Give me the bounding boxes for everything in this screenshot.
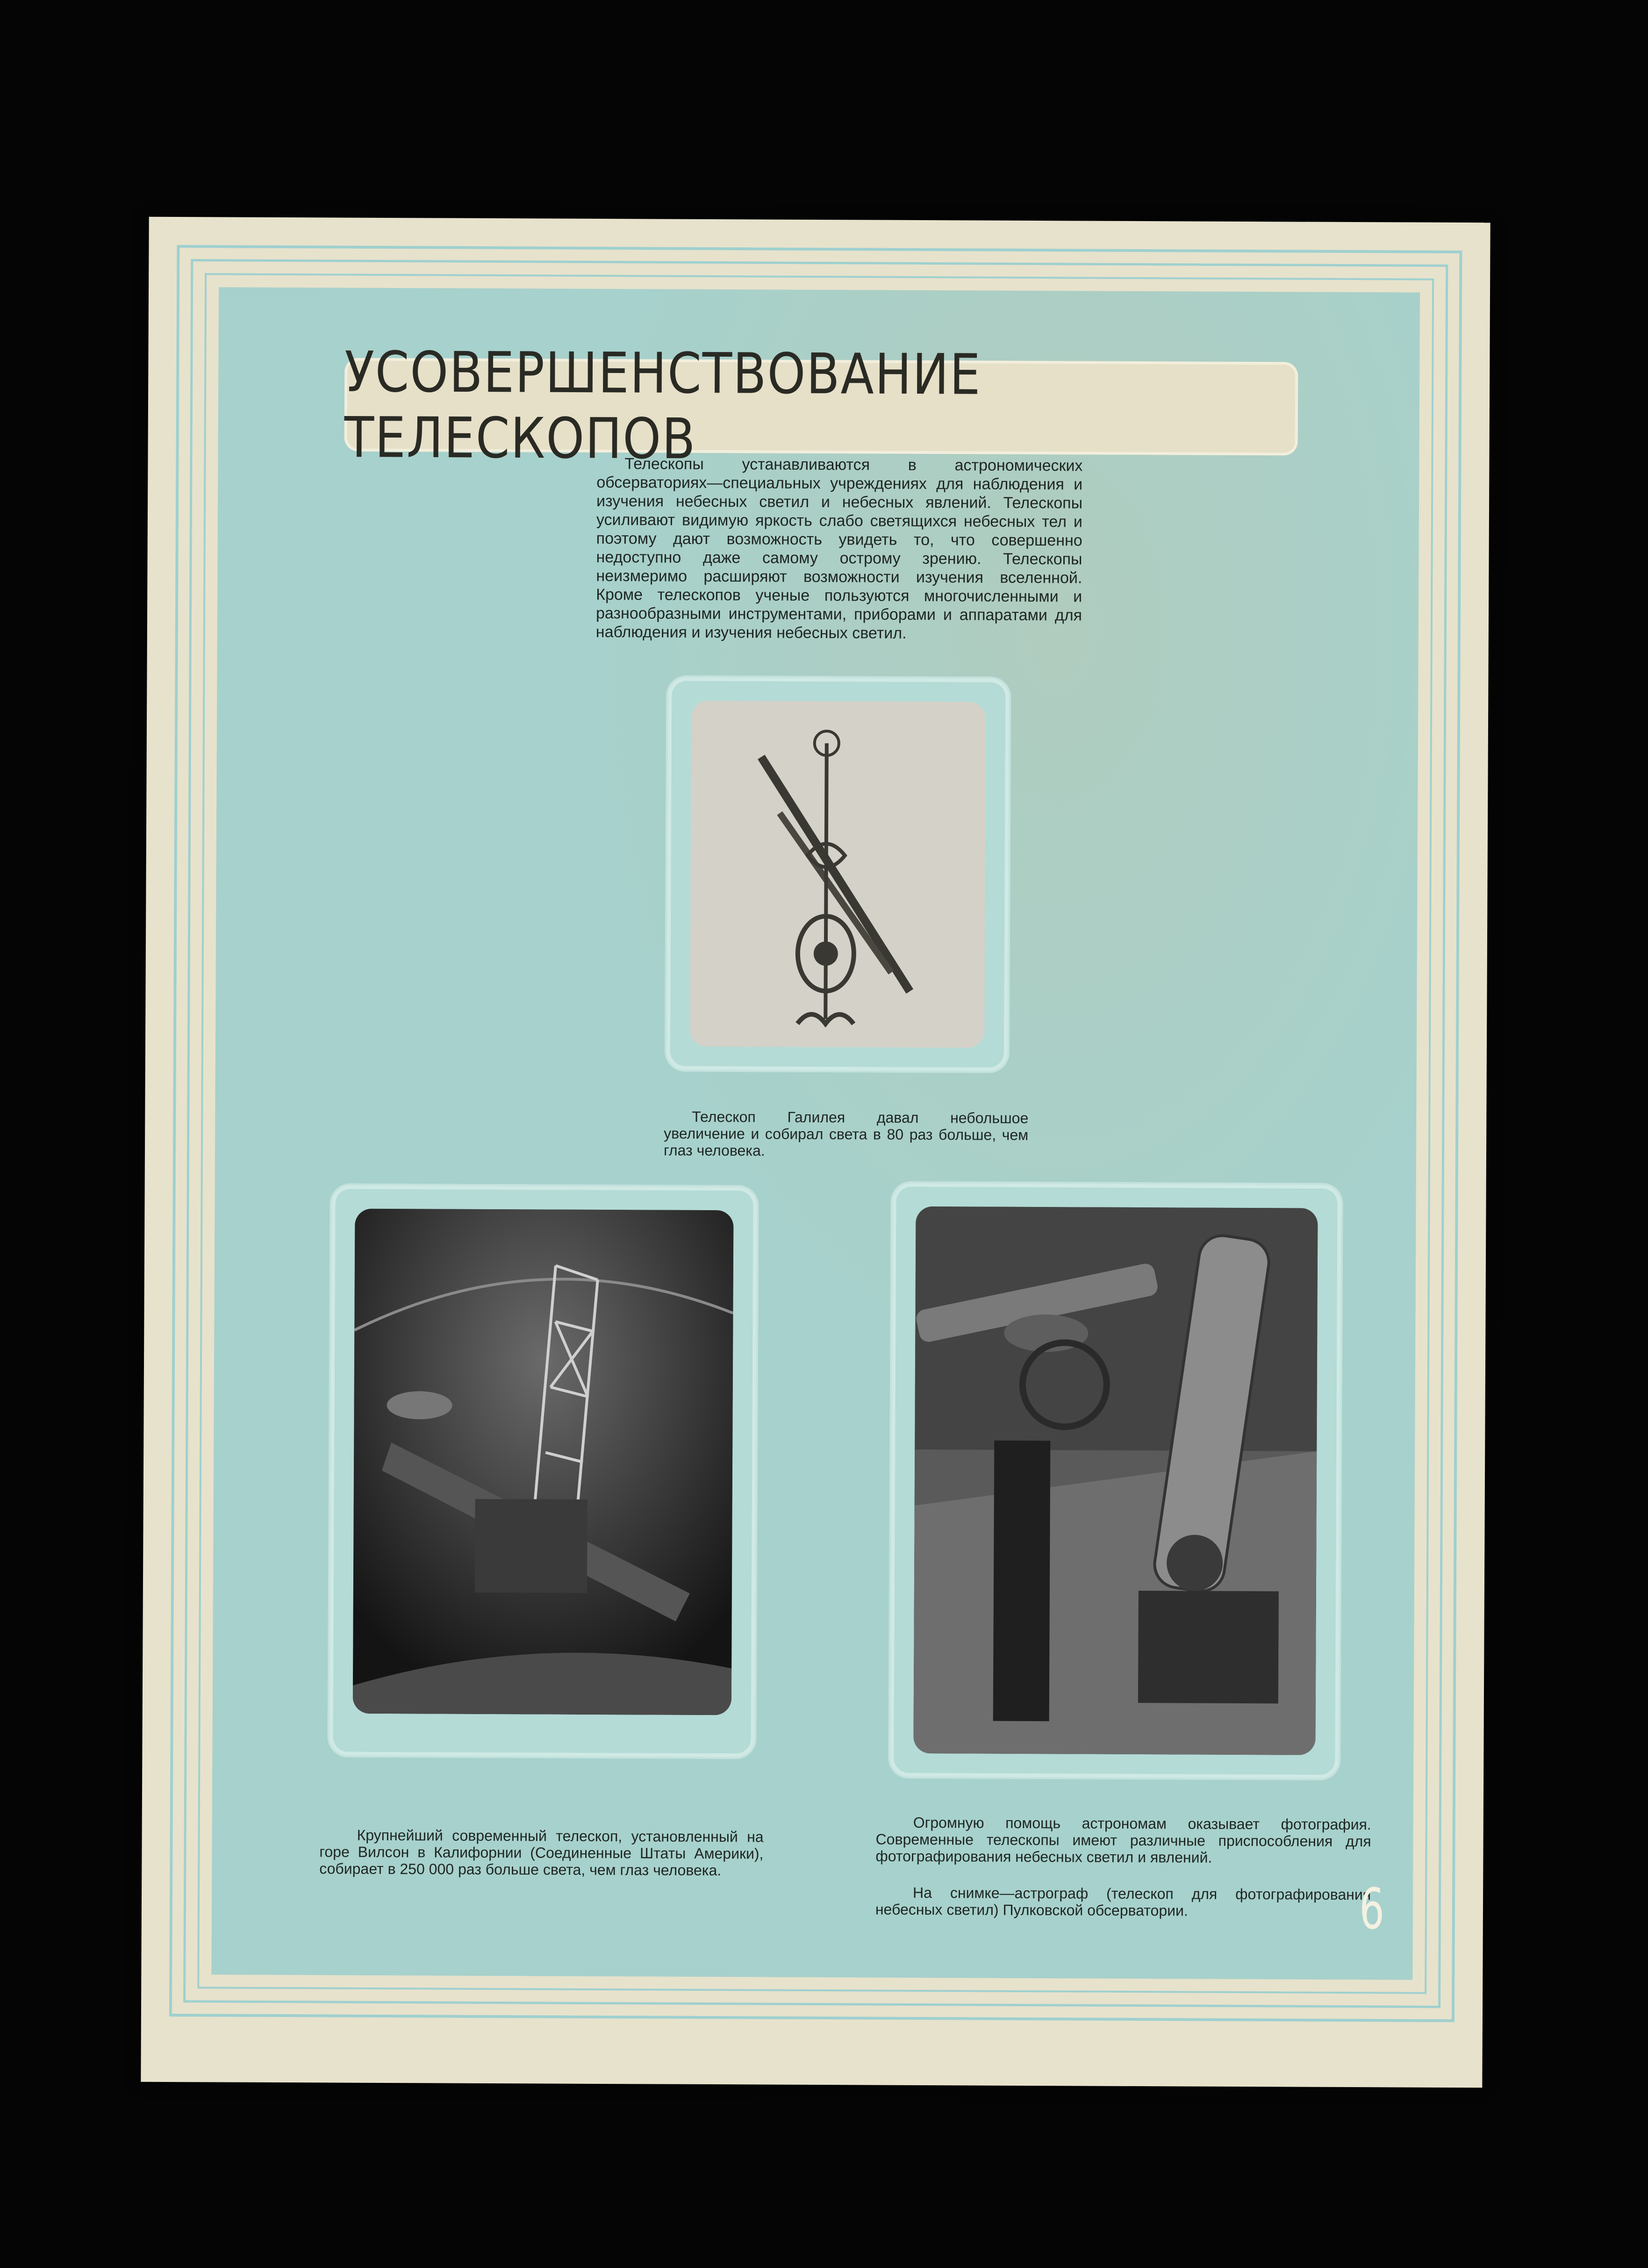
book-page (141, 217, 1490, 2088)
astrograph-caption-1: Огромную помощь астрономам оказывает фотография. Современные телескопы имеют различные приспособления для фотографирования небесных светил и явлений. (875, 1814, 1371, 1866)
wilson-caption: Крупнейший современный телескоп, установленный на горе Вилсон в Калифорнии (Соединенные Штаты Америки), собирает в 250 000 раз больше света, чем глаз человека. (319, 1826, 764, 1879)
astrograph-caption-2: На снимке—астрограф (телескоп для фотографирования небесных светил) Пулковской обсерватории. (875, 1884, 1371, 1919)
intro-text: Телескопы устанавливаются в астрономических обсерваториях—специальных учреждениях для наблюдения и изучения небесных светил и небесных явлений. Телескопы усиливают видимую яркость слабо светящихся небесных тел и поэтому дают возможность увидеть то, что совершенно недоступно даже самому острому зрению. Телескопы неизмеримо расширяют возможности изучения вселенной. Кроме телескопов ученые пользуются многочисленными и разнообразными инструментами, приборами и аппаратами для наблюдения и изучения небесных светил. (595, 455, 1083, 642)
title-banner (344, 339, 1298, 472)
page-number: 6 (1359, 1877, 1384, 1942)
galileo-caption: Телескоп Галилея давал небольшое увеличение и собирал света в 80 раз больше, чем глаз человека. (663, 1108, 1029, 1159)
pulkovo-astrograph-image (913, 1206, 1318, 1755)
galileo-telescope-image (690, 701, 986, 1048)
mount-wilson-telescope-image (353, 1209, 734, 1715)
page-title: УСОВЕРШЕНСТВОВАНИЕ ТЕЛЕСКОПОВ (344, 339, 982, 472)
